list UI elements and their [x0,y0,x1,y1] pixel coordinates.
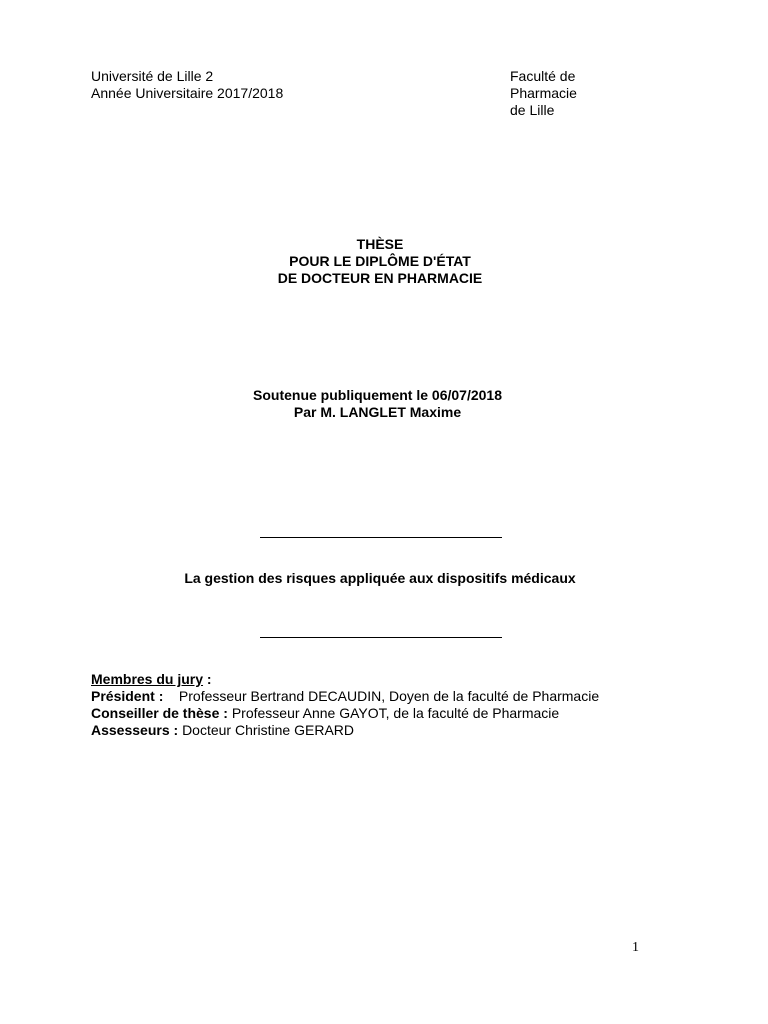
assessors-value: Docteur Christine GERARD [182,722,354,738]
title-line-3: DE DOCTEUR EN PHARMACIE [277,270,483,286]
jury-assessors [91,722,599,739]
assessors-label: Assesseurs : [91,722,183,738]
thesis-title: La gestion des risques appliquée aux dispositifs médicaux [184,570,576,586]
defense-date: Soutenue publiquement le 06/07/2018 [253,387,502,403]
president-label: Président : [91,688,168,704]
divider-top [260,537,502,538]
jury-heading: Membres du jury [91,671,204,687]
university-name: Université de Lille 2 [91,68,214,84]
header-right [510,68,577,119]
jury-president [91,688,599,705]
advisor-value: Professeur Anne GAYOT, de la faculté de Pharmacie [231,705,560,721]
header-left [91,68,283,102]
faculty-line-2: Pharmacie [510,85,577,101]
title-line-2: POUR LE DIPLÔME D'ÉTAT [289,253,471,269]
jury-heading-line [91,671,599,688]
defense-author: Par M. LANGLET Maxime [293,404,462,420]
jury-advisor [91,705,599,722]
advisor-label: Conseiller de thèse : [91,705,232,721]
title-line-1: THÈSE [356,236,404,252]
faculty-line-1: Faculté de [510,68,576,84]
jury-heading-colon: : [203,671,212,687]
divider-bottom [260,637,502,638]
president-value: Professeur Bertrand DECAUDIN, Doyen de la faculté de Pharmacie [167,688,600,704]
jury-section [91,671,599,739]
academic-year: Année Universitaire 2017/2018 [91,85,284,101]
faculty-line-3: de Lille [510,102,555,118]
thesis-type-block [0,236,760,287]
page-number: 1 [632,940,639,955]
defense-info [0,387,760,421]
